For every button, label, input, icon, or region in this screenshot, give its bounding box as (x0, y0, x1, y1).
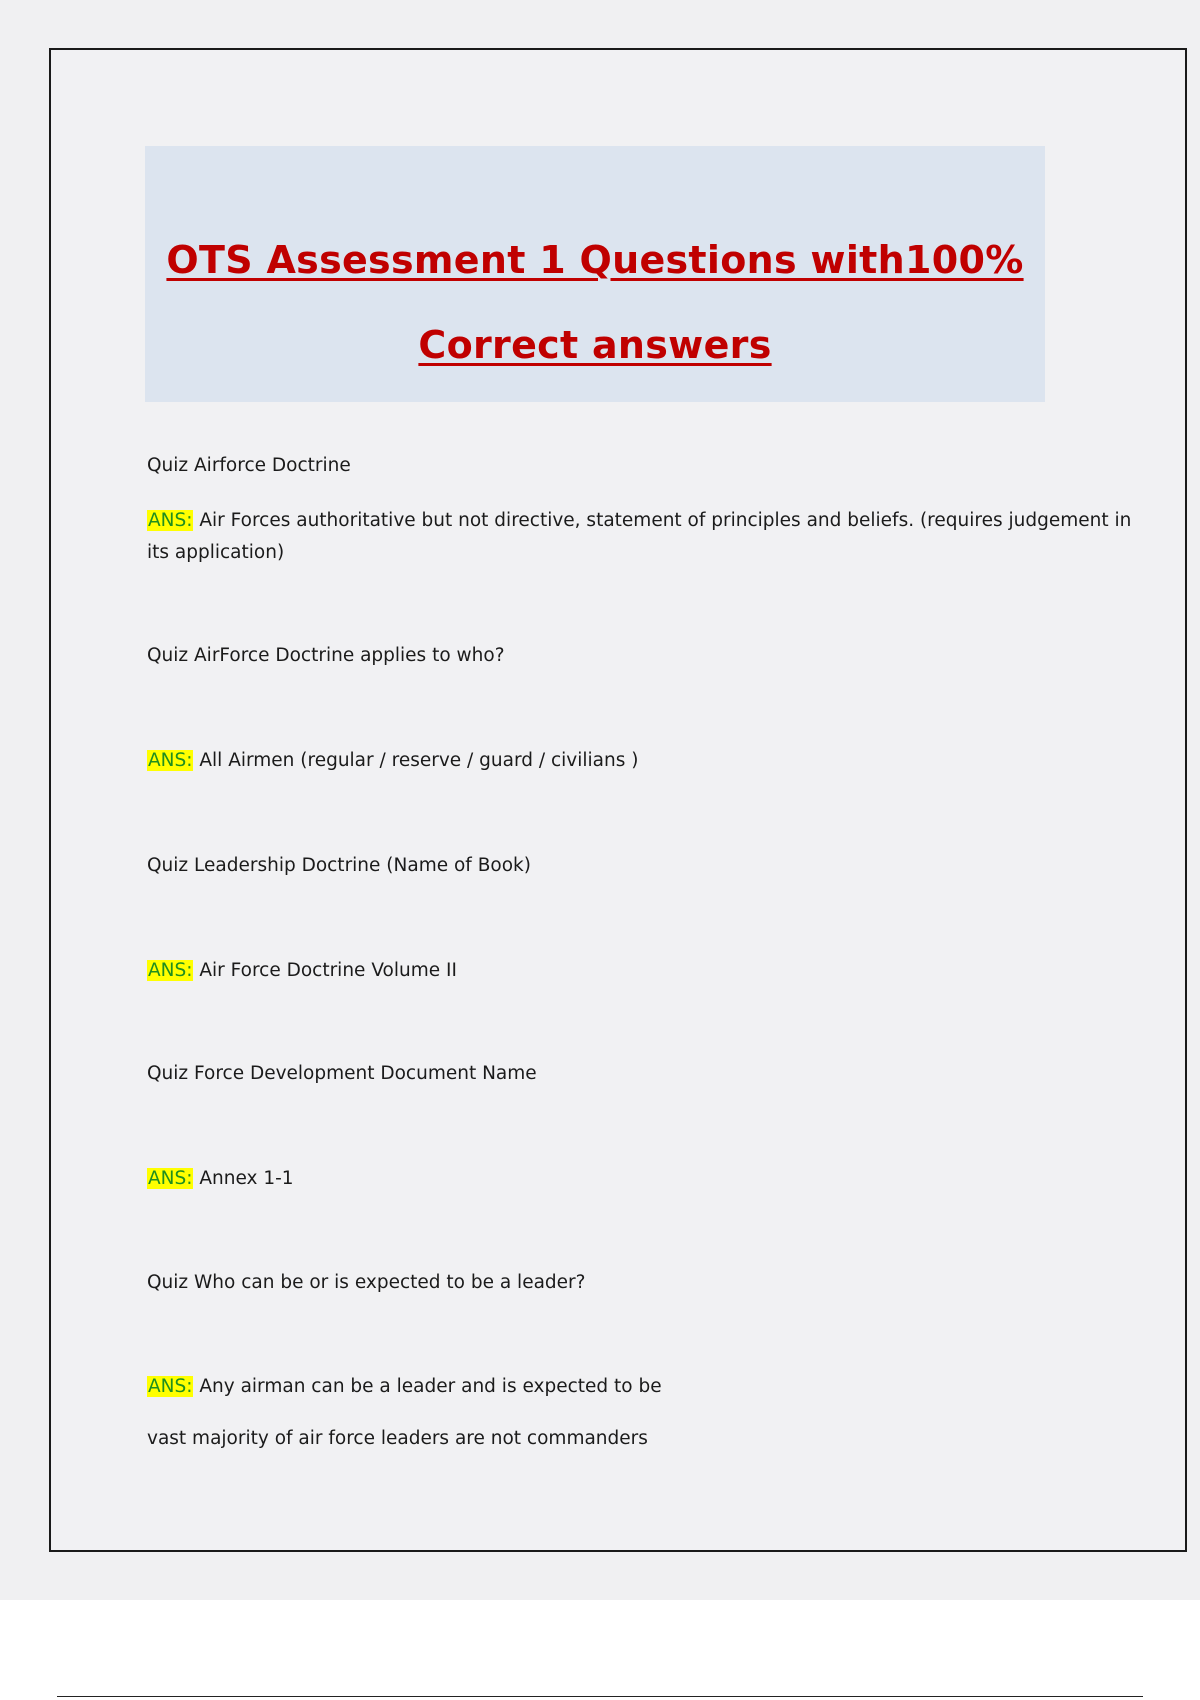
answer-text: Air Forces authoritative but not directive, statement of principles and beliefs. (requires judgement in its application) (147, 510, 1132, 563)
question-4: Quiz Force Development Document Name (147, 1063, 537, 1084)
answer-label: ANS: (148, 750, 193, 771)
question-1: Quiz Airforce Doctrine (147, 455, 351, 476)
answer-text: All Airmen (regular / reserve / guard / civilians ) (199, 750, 639, 771)
answer-4 (147, 1163, 1137, 1195)
answer-text: Any airman can be a leader and is expected to be (199, 1376, 662, 1397)
answer-text: Annex 1-1 (199, 1168, 294, 1189)
question-2: Quiz AirForce Doctrine applies to who? (147, 645, 505, 666)
document-page (49, 48, 1187, 1552)
answer-3 (147, 955, 1137, 987)
answer-2 (147, 745, 1137, 777)
answer-1 (147, 505, 1137, 569)
answer-label: ANS: (148, 960, 193, 981)
page-divider (57, 1696, 1143, 1697)
answer-5 (147, 1371, 1137, 1403)
answer-text: Air Force Doctrine Volume II (199, 960, 457, 981)
answer-label: ANS: (148, 1376, 193, 1397)
title-banner (145, 146, 1045, 402)
question-3: Quiz Leadership Doctrine (Name of Book) (147, 855, 531, 876)
answer-label: ANS: (148, 510, 193, 531)
document-title-line-1: OTS Assessment 1 Questions with100% (166, 238, 1024, 282)
next-page-area (0, 1600, 1200, 1700)
document-title-line-2: Correct answers (418, 323, 772, 367)
question-5: Quiz Who can be or is expected to be a leader? (147, 1272, 586, 1293)
answer-5-continuation: vast majority of air force leaders are not commanders (147, 1428, 648, 1449)
answer-label: ANS: (148, 1168, 193, 1189)
